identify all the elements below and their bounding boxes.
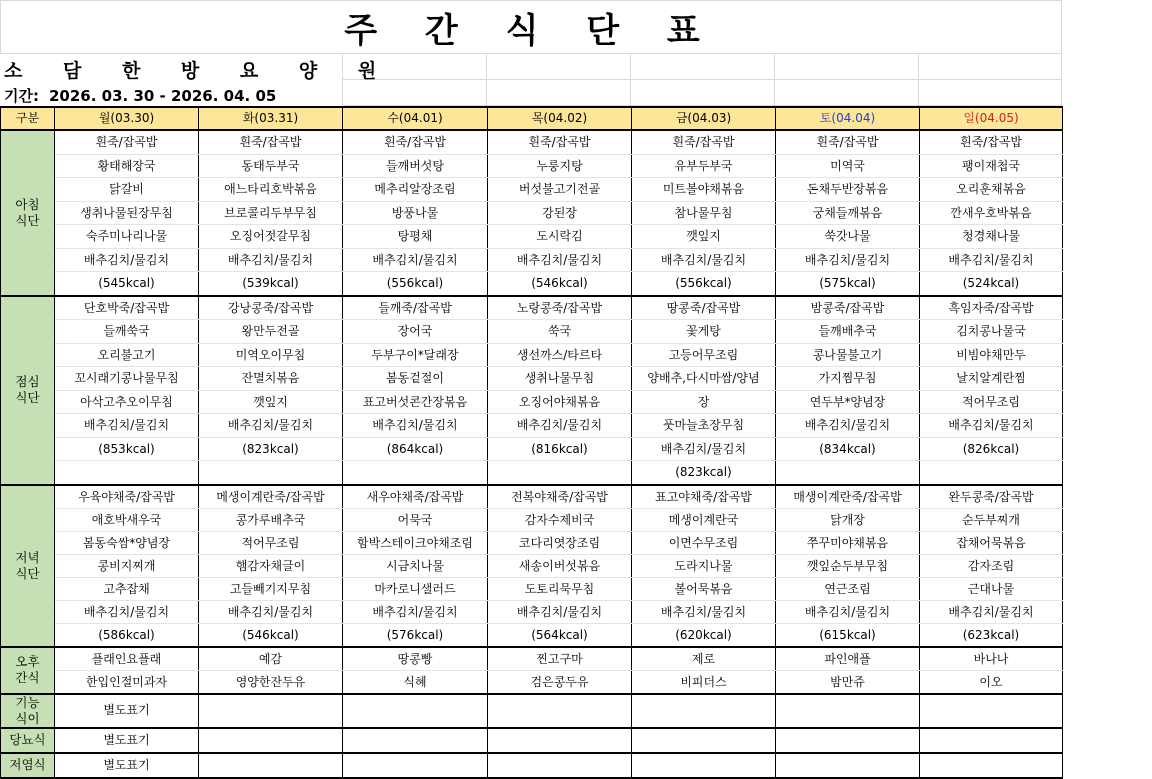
menu-row [1, 485, 1063, 509]
facility-name: 소 담 한 방 요 양 원 [4, 60, 394, 82]
meal-label [1, 130, 55, 296]
menu-cell [488, 694, 632, 728]
day-header: 월(03.30) [55, 107, 199, 130]
meal-label-text: 기능식이 [15, 694, 40, 726]
menu-cell: 이면수무조림 [632, 531, 776, 554]
menu-cell: 들깨쑥국 [55, 320, 199, 344]
header-row [1, 107, 1063, 130]
menu-cell: 흰죽/잡곡밥 [776, 130, 920, 154]
menu-cell: 두부구이*달래장 [343, 343, 488, 367]
period [4, 85, 276, 106]
menu-cell: 밤콩죽/잡곡밥 [776, 296, 920, 320]
menu-cell: 청경채나물 [920, 225, 1063, 249]
menu-cell: 배추김치/물김치 [776, 414, 920, 438]
menu-cell [199, 461, 343, 485]
menu-cell: 오징어젓갈무침 [199, 225, 343, 249]
menu-row [1, 201, 1063, 225]
menu-cell: 방풍나물 [343, 201, 488, 225]
meal-label-text: 당뇨식 [9, 732, 46, 747]
menu-cell: 플래인요플래 [55, 647, 199, 671]
menu-cell: (546kcal) [488, 272, 632, 296]
menu-cell: (545kcal) [55, 272, 199, 296]
grid-cell [487, 80, 631, 106]
day-header: 수(04.01) [343, 107, 488, 130]
menu-cell: 아삭고추오이무침 [55, 390, 199, 414]
menu-cell: 생선까스/타르타 [488, 343, 632, 367]
meal-label [1, 296, 55, 485]
menu-cell: 감자수제비국 [488, 508, 632, 531]
menu-row [1, 508, 1063, 531]
menu-cell: 코다리엿장조림 [488, 531, 632, 554]
menu-cell: 양배추,다시마쌈/양념 [632, 367, 776, 391]
menu-cell: 별도표기 [55, 694, 199, 728]
menu-cell: 쑥갓나물 [776, 225, 920, 249]
menu-cell: 메추리알장조림 [343, 178, 488, 202]
menu-row [1, 531, 1063, 554]
menu-cell: 잡채어묵볶음 [920, 531, 1063, 554]
menu-cell: 배추김치/물김치 [632, 600, 776, 623]
meal-label [1, 694, 55, 728]
menu-cell: 유부두부국 [632, 154, 776, 178]
menu-cell: 마카로니샐러드 [343, 577, 488, 600]
menu-cell [920, 461, 1063, 485]
menu-cell [343, 694, 488, 728]
menu-cell: 식혜 [343, 670, 488, 694]
menu-cell: 흰죽/잡곡밥 [920, 130, 1063, 154]
menu-cell: 배추김치/물김치 [55, 414, 199, 438]
menu-cell: 생취나물무침 [488, 367, 632, 391]
menu-cell: 봄동겉절이 [343, 367, 488, 391]
menu-cell [343, 728, 488, 753]
menu-cell: 애느타리호박볶음 [199, 178, 343, 202]
menu-row [1, 554, 1063, 577]
menu-cell [776, 728, 920, 753]
menu-cell: 깐새우호박볶음 [920, 201, 1063, 225]
menu-cell: 배추김치/물김치 [632, 248, 776, 272]
menu-cell: (620kcal) [632, 623, 776, 647]
menu-cell [199, 694, 343, 728]
menu-cell: 메생이계란국 [632, 508, 776, 531]
menu-cell: 메생이계란죽/잡곡밥 [199, 485, 343, 509]
menu-cell: 배추김치/물김치 [199, 248, 343, 272]
menu-cell: (823kcal) [199, 437, 343, 461]
menu-row [1, 461, 1063, 485]
menu-cell: 적어무조림 [920, 390, 1063, 414]
menu-cell: 참나물무침 [632, 201, 776, 225]
menu-row [1, 272, 1063, 296]
menu-row [1, 647, 1063, 671]
menu-cell: 우육야채죽/잡곡밥 [55, 485, 199, 509]
menu-cell: 잔멸치볶음 [199, 367, 343, 391]
menu-cell: 꼬시래기콩나물무침 [55, 367, 199, 391]
menu-cell: 근대나물 [920, 577, 1063, 600]
day-header-sunday: 일(04.05) [920, 107, 1063, 130]
menu-cell: 땅콩빵 [343, 647, 488, 671]
menu-cell: 애호박새우국 [55, 508, 199, 531]
menu-cell: 비빔야채만두 [920, 343, 1063, 367]
menu-cell: 브로콜리두부무침 [199, 201, 343, 225]
menu-cell: 배추김치/물김치 [632, 437, 776, 461]
meal-label-text: 점심식단 [15, 374, 40, 405]
menu-cell: 예감 [199, 647, 343, 671]
menu-cell: 팽이재첩국 [920, 154, 1063, 178]
header-corner: 구분 [1, 107, 55, 130]
menu-cell [776, 753, 920, 778]
menu-cell: 장 [632, 390, 776, 414]
menu-cell: 풋마늘초장무침 [632, 414, 776, 438]
menu-cell: 황태해장국 [55, 154, 199, 178]
menu-row [1, 296, 1063, 320]
menu-cell [199, 728, 343, 753]
menu-cell: 고들빼기지무침 [199, 577, 343, 600]
grid-cell [631, 54, 775, 80]
menu-cell: 오징어야채볶음 [488, 390, 632, 414]
day-header: 목(04.02) [488, 107, 632, 130]
menu-cell: 도라지나물 [632, 554, 776, 577]
menu-cell: 동태두부국 [199, 154, 343, 178]
menu-cell: 누룽지탕 [488, 154, 632, 178]
menu-cell: 완두콩죽/잡곡밥 [920, 485, 1063, 509]
menu-cell: (834kcal) [776, 437, 920, 461]
menu-cell: 배추김치/물김치 [488, 600, 632, 623]
menu-cell: 흰죽/잡곡밥 [199, 130, 343, 154]
menu-cell [776, 694, 920, 728]
day-header: 화(03.31) [199, 107, 343, 130]
menu-cell: 검은콩두유 [488, 670, 632, 694]
menu-cell [199, 753, 343, 778]
menu-table [0, 106, 1063, 779]
menu-cell [488, 728, 632, 753]
menu-cell: 별도표기 [55, 753, 199, 778]
menu-cell: 숙주미나리나물 [55, 225, 199, 249]
menu-cell: 밤만쥬 [776, 670, 920, 694]
menu-cell: 들깨죽/잡곡밥 [343, 296, 488, 320]
menu-cell: 이오 [920, 670, 1063, 694]
menu-cell: 배추김치/물김치 [343, 600, 488, 623]
menu-cell: 닭개장 [776, 508, 920, 531]
menu-cell: 흰죽/잡곡밥 [343, 130, 488, 154]
menu-row [1, 390, 1063, 414]
menu-cell: 햄감자채글이 [199, 554, 343, 577]
menu-cell: 장어국 [343, 320, 488, 344]
menu-cell: 미역오이무침 [199, 343, 343, 367]
menu-row [1, 577, 1063, 600]
menu-cell: 새송이버섯볶음 [488, 554, 632, 577]
menu-cell: 도시락김 [488, 225, 632, 249]
menu-cell: 봄동숙쌈*양념장 [55, 531, 199, 554]
menu-cell: 깻잎지 [632, 225, 776, 249]
menu-cell: 노랑콩죽/잡곡밥 [488, 296, 632, 320]
page-title: 주 간 식 단 표 [0, 0, 1062, 54]
menu-cell: 전복야채죽/잡곡밥 [488, 485, 632, 509]
meal-label [1, 485, 55, 647]
menu-cell: 쭈꾸미야채볶음 [776, 531, 920, 554]
meal-label [1, 647, 55, 694]
menu-cell: 표고버섯콘간장볶음 [343, 390, 488, 414]
menu-cell: 배추김치/물김치 [199, 600, 343, 623]
menu-cell: 들깨배추국 [776, 320, 920, 344]
menu-row [1, 320, 1063, 344]
menu-cell: 들깨버섯탕 [343, 154, 488, 178]
grid-cell [342, 80, 487, 106]
menu-cell: (576kcal) [343, 623, 488, 647]
menu-cell [920, 753, 1063, 778]
menu-cell [488, 753, 632, 778]
menu-cell: 볼어묵볶음 [632, 577, 776, 600]
menu-cell [632, 694, 776, 728]
menu-cell: (823kcal) [632, 461, 776, 485]
menu-cell: (524kcal) [920, 272, 1063, 296]
menu-cell: (556kcal) [632, 272, 776, 296]
menu-row [1, 753, 1063, 778]
menu-cell: 순두부찌개 [920, 508, 1063, 531]
menu-cell: 비피더스 [632, 670, 776, 694]
menu-cell [776, 461, 920, 485]
meal-label-text: 저염식 [9, 757, 46, 772]
menu-cell: 콩나물불고기 [776, 343, 920, 367]
menu-cell: 함박스테이크야채조림 [343, 531, 488, 554]
menu-cell: 고추잡채 [55, 577, 199, 600]
grid-cell [919, 80, 1062, 106]
menu-cell: 영양한잔두유 [199, 670, 343, 694]
menu-row [1, 225, 1063, 249]
menu-cell: 새우야채죽/잡곡밥 [343, 485, 488, 509]
menu-cell: 도토리묵무침 [488, 577, 632, 600]
menu-cell: 콩가루배추국 [199, 508, 343, 531]
menu-cell: 흰죽/잡곡밥 [55, 130, 199, 154]
menu-cell: 배추김치/물김치 [920, 248, 1063, 272]
menu-cell: 배추김치/물김치 [488, 414, 632, 438]
menu-cell: (546kcal) [199, 623, 343, 647]
menu-row [1, 154, 1063, 178]
menu-cell: (575kcal) [776, 272, 920, 296]
meal-label-text: 저녁식단 [15, 549, 40, 581]
menu-cell: 배추김치/물김치 [776, 600, 920, 623]
menu-cell: 땅콩죽/잡곡밥 [632, 296, 776, 320]
period-value: 2026. 03. 30 - 2026. 04. 05 [48, 87, 277, 105]
menu-cell: (864kcal) [343, 437, 488, 461]
menu-cell: 흰죽/잡곡밥 [488, 130, 632, 154]
menu-row [1, 414, 1063, 438]
menu-cell: (586kcal) [55, 623, 199, 647]
menu-cell: 어묵국 [343, 508, 488, 531]
menu-cell: 김치콩나물국 [920, 320, 1063, 344]
menu-cell: 강낭콩죽/잡곡밥 [199, 296, 343, 320]
menu-cell: 감자조림 [920, 554, 1063, 577]
menu-cell: 닭갈비 [55, 178, 199, 202]
menu-cell: 별도표기 [55, 728, 199, 753]
menu-cell: 탕평채 [343, 225, 488, 249]
menu-cell: 배추김치/물김치 [488, 248, 632, 272]
menu-cell: 가지찜무침 [776, 367, 920, 391]
menu-cell: 오리불고기 [55, 343, 199, 367]
menu-cell: 돈채두반장볶음 [776, 178, 920, 202]
meal-label [1, 753, 55, 778]
menu-cell [920, 728, 1063, 753]
menu-cell: 바나나 [920, 647, 1063, 671]
menu-cell: (853kcal) [55, 437, 199, 461]
menu-cell: (539kcal) [199, 272, 343, 296]
grid-cell [631, 80, 775, 106]
menu-cell: 제로 [632, 647, 776, 671]
menu-cell: 쑥국 [488, 320, 632, 344]
menu-cell [55, 461, 199, 485]
menu-row [1, 600, 1063, 623]
menu-cell: 깻잎순두부무침 [776, 554, 920, 577]
menu-row [1, 343, 1063, 367]
menu-cell: 미트볼야채볶음 [632, 178, 776, 202]
meal-label [1, 728, 55, 753]
meal-label-text: 아침식단 [15, 196, 40, 228]
menu-cell: 적어무조림 [199, 531, 343, 554]
period-label: 기간: [4, 87, 39, 105]
menu-cell: 고등어무조림 [632, 343, 776, 367]
menu-cell: (615kcal) [776, 623, 920, 647]
menu-cell: 매생이계란죽/잡곡밥 [776, 485, 920, 509]
menu-cell: (816kcal) [488, 437, 632, 461]
menu-cell: 꽃게탕 [632, 320, 776, 344]
menu-row [1, 728, 1063, 753]
day-header-saturday: 토(04.04) [776, 107, 920, 130]
menu-row [1, 367, 1063, 391]
menu-cell: 콩비지찌개 [55, 554, 199, 577]
grid-cell [775, 54, 919, 80]
menu-cell: 강된장 [488, 201, 632, 225]
menu-cell: 찐고구마 [488, 647, 632, 671]
menu-cell: 표고야채죽/잡곡밥 [632, 485, 776, 509]
menu-cell: (564kcal) [488, 623, 632, 647]
menu-row [1, 178, 1063, 202]
menu-cell [488, 461, 632, 485]
menu-cell: 파인애플 [776, 647, 920, 671]
menu-cell: 연두부*양념장 [776, 390, 920, 414]
menu-cell [920, 694, 1063, 728]
menu-cell: 궁채들깨볶음 [776, 201, 920, 225]
menu-cell: 단호박죽/잡곡밥 [55, 296, 199, 320]
menu-cell: 흰죽/잡곡밥 [632, 130, 776, 154]
grid-cell [487, 54, 631, 80]
menu-cell [632, 753, 776, 778]
menu-cell [343, 753, 488, 778]
menu-cell [632, 728, 776, 753]
menu-row [1, 694, 1063, 728]
menu-cell: 시금치나물 [343, 554, 488, 577]
menu-cell: 배추김치/물김치 [920, 600, 1063, 623]
menu-cell: 날치알계란찜 [920, 367, 1063, 391]
menu-cell: 배추김치/물김치 [199, 414, 343, 438]
menu-cell: 연근조림 [776, 577, 920, 600]
menu-cell: (826kcal) [920, 437, 1063, 461]
menu-cell: 배추김치/물김치 [55, 248, 199, 272]
menu-cell: (623kcal) [920, 623, 1063, 647]
menu-cell: 배추김치/물김치 [55, 600, 199, 623]
grid-cell [919, 54, 1062, 80]
menu-cell [343, 461, 488, 485]
menu-cell: 미역국 [776, 154, 920, 178]
grid-cell [775, 80, 919, 106]
menu-row [1, 437, 1063, 461]
menu-cell: 깻잎지 [199, 390, 343, 414]
menu-row [1, 670, 1063, 694]
menu-cell: 오리훈채볶음 [920, 178, 1063, 202]
menu-cell: 왕만두전골 [199, 320, 343, 344]
menu-cell: 버섯불고기전골 [488, 178, 632, 202]
menu-cell: 한입인절미과자 [55, 670, 199, 694]
menu-row [1, 130, 1063, 154]
day-header: 금(04.03) [632, 107, 776, 130]
menu-cell: 배추김치/물김치 [776, 248, 920, 272]
menu-cell: 배추김치/물김치 [920, 414, 1063, 438]
menu-cell: 배추김치/물김치 [343, 414, 488, 438]
menu-cell: 생취나물된장무침 [55, 201, 199, 225]
menu-cell: 배추김치/물김치 [343, 248, 488, 272]
menu-cell: 흑임자죽/잡곡밥 [920, 296, 1063, 320]
menu-cell: (556kcal) [343, 272, 488, 296]
menu-row [1, 623, 1063, 647]
menu-row [1, 248, 1063, 272]
meal-label-text: 오후간식 [15, 654, 40, 685]
